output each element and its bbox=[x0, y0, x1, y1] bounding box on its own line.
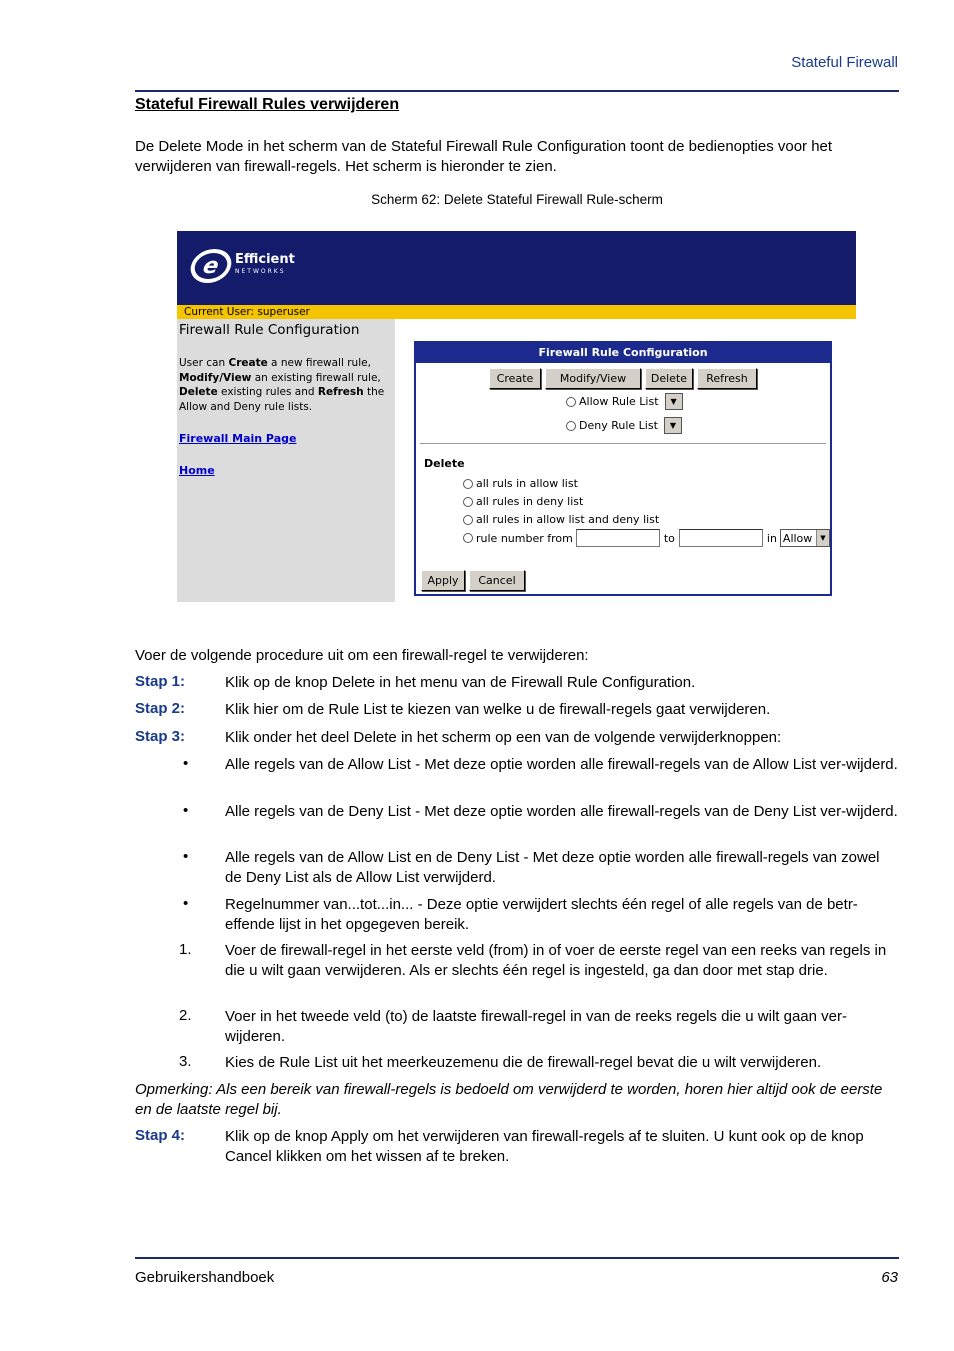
list-select-value: Allow bbox=[782, 531, 813, 545]
chevron-down-icon: ▼ bbox=[816, 530, 829, 546]
panel-title: Firewall Rule Configuration bbox=[416, 343, 830, 363]
numbered-item: Voer in het tweede veld (to) de laatste firewall-regel in van de reeks regels die u wilt gaan ver-wijderen. bbox=[225, 1008, 847, 1045]
create-button[interactable]: Create bbox=[489, 368, 541, 389]
bullet-item: Regelnummer van...tot...in... - Deze optie verwijdert slechts één regel of alle regels van de betr-effende lijst in het opgegeven bereik. bbox=[225, 896, 858, 933]
numbered-marker: 2. bbox=[179, 1007, 192, 1024]
rule-config-panel bbox=[414, 341, 832, 596]
option-allow-radio[interactable] bbox=[463, 479, 473, 489]
logo-subtext: NETWORKS bbox=[235, 268, 286, 275]
step-1-text: Klik op de knop Delete in het menu van de Firewall Rule Configuration. bbox=[225, 674, 696, 691]
header-rule bbox=[135, 90, 899, 92]
allow-list-label: Allow Rule List bbox=[579, 395, 659, 408]
in-label: in bbox=[766, 531, 777, 545]
panel-separator bbox=[420, 443, 826, 444]
step-4-text: Klik op de knop Apply om het verwijderen van firewall-regels af te sluiten. U kunt ook op de knop Cancel klikken om het wissen af te breken. bbox=[225, 1128, 864, 1165]
deny-list-radio[interactable] bbox=[566, 421, 576, 431]
step-4-label: Stap 4: bbox=[135, 1127, 186, 1144]
firewall-main-page-link[interactable]: Firewall Main Page bbox=[179, 432, 297, 445]
figure-caption: Scherm 62: Delete Stateful Firewall Rule-scherm bbox=[371, 192, 663, 207]
modify-view-button[interactable]: Modify/View bbox=[545, 368, 641, 389]
step-1-label: Stap 1: bbox=[135, 673, 186, 690]
step-3-label: Stap 3: bbox=[135, 728, 186, 745]
option-range-radio[interactable] bbox=[463, 533, 473, 543]
apply-button[interactable]: Apply bbox=[421, 570, 465, 591]
firewall-screenshot bbox=[177, 231, 856, 602]
logo-e-icon: e bbox=[187, 249, 234, 283]
bullet-marker: • bbox=[183, 895, 189, 912]
running-header: Stateful Firewall bbox=[791, 54, 898, 71]
option-allow-label: all ruls in allow list bbox=[476, 477, 578, 490]
note: Opmerking: Als een bereik van firewall-regels is bedoeld om verwijderd te worden, horen hier altijd ook de eerste en de laatste regel bij. bbox=[135, 1081, 883, 1118]
bullet-marker: • bbox=[183, 848, 189, 865]
sidebar bbox=[177, 319, 395, 602]
bullet-item: Alle regels van de Deny List - Met deze optie worden alle firewall-regels van de Deny List ver-wijderd. bbox=[225, 803, 898, 820]
footer-rule bbox=[135, 1257, 899, 1259]
logo-text: Efficient bbox=[235, 252, 295, 267]
efficient-logo bbox=[191, 249, 295, 283]
bullet-item: Alle regels van de Allow List en de Deny List - Met deze optie worden alle firewall-regels van zowel de Deny List als de Allow List verwijderd. bbox=[225, 849, 880, 886]
sidebar-title: Firewall Rule Configuration bbox=[179, 322, 360, 338]
numbered-item: Kies de Rule List uit het meerkeuzemenu die de firewall-regel bevat die u wilt verwijderen. bbox=[225, 1054, 822, 1071]
current-user-bar: Current User: superuser bbox=[177, 305, 856, 319]
delete-section-label: Delete bbox=[424, 457, 465, 470]
page-number: 63 bbox=[881, 1269, 898, 1286]
cancel-button[interactable]: Cancel bbox=[469, 570, 525, 591]
rule-to-input[interactable] bbox=[679, 529, 763, 547]
screenshot-banner bbox=[177, 231, 856, 305]
list-select[interactable] bbox=[780, 529, 830, 547]
rule-from-label: rule number from bbox=[476, 531, 573, 545]
step-2-text: Klik hier om de Rule List te kiezen van welke u de firewall-regels gaat verwijderen. bbox=[225, 701, 771, 718]
bullet-item: Alle regels van de Allow List - Met deze optie worden alle firewall-regels van de Allow List ver-wijderd. bbox=[225, 756, 898, 773]
option-both-label: all rules in allow list and deny list bbox=[476, 513, 660, 526]
bullet-marker: • bbox=[183, 802, 189, 819]
refresh-button[interactable]: Refresh bbox=[697, 368, 757, 389]
step-2-label: Stap 2: bbox=[135, 700, 186, 717]
to-label: to bbox=[663, 531, 675, 545]
footer-title: Gebruikershandboek bbox=[135, 1269, 275, 1286]
allow-list-dropdown[interactable]: ▼ bbox=[665, 393, 683, 410]
numbered-marker: 3. bbox=[179, 1053, 192, 1070]
numbered-marker: 1. bbox=[179, 941, 192, 958]
step-3-text: Klik onder het deel Delete in het scherm op een van de volgende verwijderknoppen: bbox=[225, 729, 782, 746]
procedure-intro: Voer de volgende procedure uit om een firewall-regel te verwijderen: bbox=[135, 647, 589, 664]
option-both-radio[interactable] bbox=[463, 515, 473, 525]
rule-from-input[interactable] bbox=[576, 529, 660, 547]
sidebar-description: User can Create a new firewall rule, Modify/View an existing firewall rule, Delete existing rules and Refresh the Allow and Deny rule lists. bbox=[179, 357, 385, 413]
numbered-item: Voer de firewall-regel in het eerste veld (from) in of voer de eerste regel van een reeks van regels in die u wilt gaan verwijderen. Als er slechts één regel is ingesteld, ga dan door met stap drie. bbox=[225, 942, 887, 979]
home-link[interactable]: Home bbox=[179, 464, 215, 477]
deny-list-label: Deny Rule List bbox=[579, 419, 658, 432]
bullet-marker: • bbox=[183, 755, 189, 772]
option-deny-radio[interactable] bbox=[463, 497, 473, 507]
section-title: Stateful Firewall Rules verwijderen bbox=[135, 96, 400, 113]
allow-list-radio[interactable] bbox=[566, 397, 576, 407]
option-deny-label: all rules in deny list bbox=[476, 495, 584, 508]
deny-list-dropdown[interactable]: ▼ bbox=[664, 417, 682, 434]
intro-paragraph: De Delete Mode in het scherm van de Stateful Firewall Rule Configuration toont de bedienopties voor het verwijderen van firewall-regels. Het scherm is hieronder te zien. bbox=[135, 138, 833, 175]
delete-button[interactable]: Delete bbox=[645, 368, 693, 389]
